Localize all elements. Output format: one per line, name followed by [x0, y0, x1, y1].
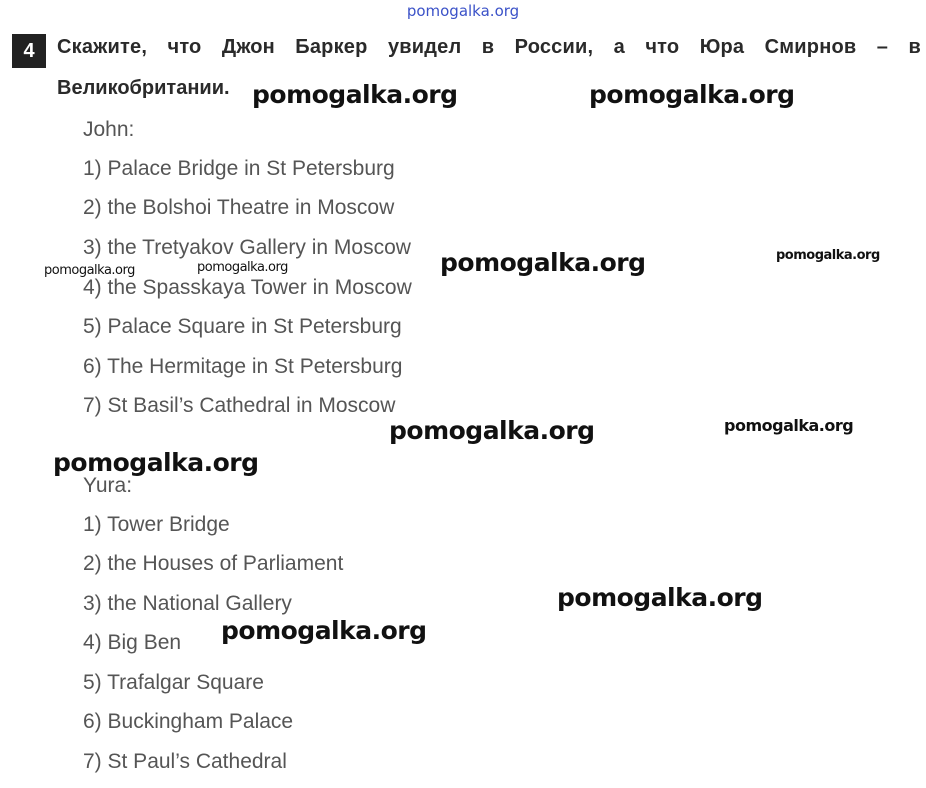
task-text-line2: Великобритании.	[57, 77, 230, 99]
yura-item-3: 3) the National Gallery	[83, 592, 292, 615]
john-item-5: 5) Palace Square in St Petersburg	[83, 315, 402, 338]
yura-item-4: 4) Big Ben	[83, 631, 182, 654]
john-item-6: 6) The Hermitage in St Petersburg	[83, 355, 403, 378]
task-number-badge: 4	[12, 34, 46, 68]
watermark-overlay: pomogalka.org	[557, 583, 763, 612]
john-item-1: 1) Palace Bridge in St Petersburg	[83, 157, 395, 180]
watermark-overlay: pomogalka.org	[589, 80, 795, 109]
john-item-7: 7) St Basil’s Cathedral in Moscow	[83, 394, 396, 417]
watermark-overlay: pomogalka.org	[221, 616, 427, 645]
yura-item-2: 2) the Houses of Parliament	[83, 552, 344, 575]
watermark-overlay: pomogalka.org	[252, 80, 458, 109]
john-item-3: 3) the Tretyakov Gallery in Moscow	[83, 236, 411, 259]
watermark-overlay: pomogalka.org	[44, 263, 135, 278]
john-item-4: 4) the Spasskaya Tower in Moscow	[83, 276, 412, 299]
john-item-2: 2) the Bolshoi Theatre in Moscow	[83, 196, 395, 219]
top-watermark: pomogalka.org	[406, 2, 520, 20]
watermark-overlay: pomogalka.org	[776, 248, 880, 263]
yura-item-7: 7) St Paul’s Cathedral	[83, 750, 287, 773]
watermark-overlay: pomogalka.org	[389, 416, 595, 445]
yura-item-5: 5) Trafalgar Square	[83, 671, 264, 694]
yura-heading: Yura:	[83, 474, 133, 497]
watermark-overlay: pomogalka.org	[440, 248, 646, 277]
john-heading: John:	[83, 118, 135, 141]
yura-item-6: 6) Buckingham Palace	[83, 710, 294, 733]
watermark-overlay: pomogalka.org	[724, 416, 854, 435]
yura-item-1: 1) Tower Bridge	[83, 513, 230, 536]
watermark-overlay: pomogalka.org	[197, 260, 288, 275]
task-text-line1: Скажите, что Джон Баркер увидел в России, а что Юра Смирнов – в	[57, 36, 921, 58]
watermark-overlay: pomogalka.org	[53, 448, 259, 477]
